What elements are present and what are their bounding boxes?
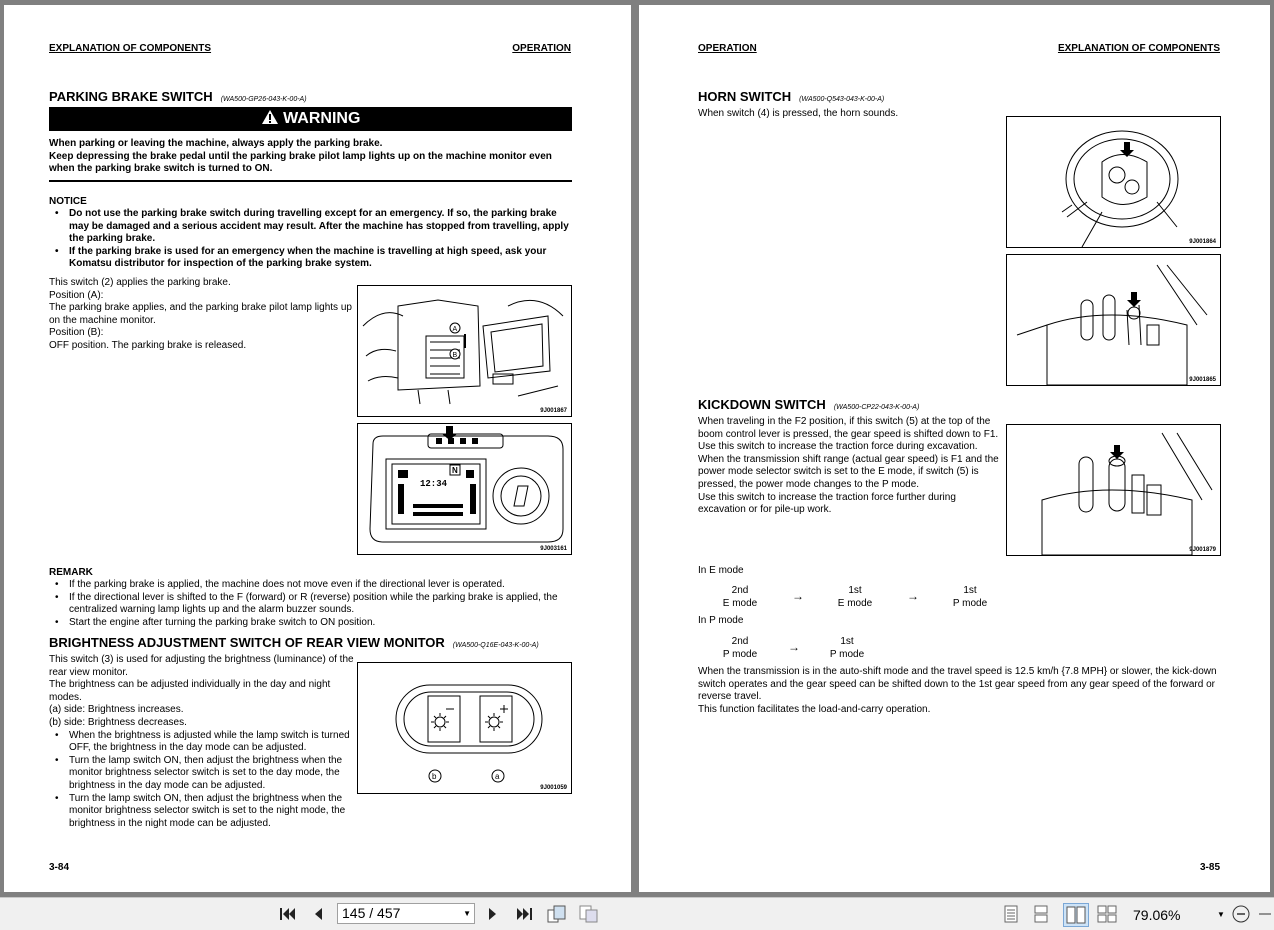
thumbnail-button[interactable] — [578, 903, 600, 925]
continuous-page-icon — [1034, 905, 1048, 923]
section-title-horn: HORN SWITCH (WA500-Q543-043-K-00-A) — [698, 89, 885, 104]
minus-circle-icon — [1232, 905, 1250, 923]
section-code: (WA500-CP22-043-K-00-A) — [833, 404, 920, 411]
page-header-right: OPERATION — [512, 43, 571, 54]
figure-code: 9J003161 — [540, 546, 567, 552]
last-page-button[interactable] — [514, 903, 534, 925]
horn-body: When switch (4) is pressed, the horn sounds. — [698, 108, 899, 119]
figure-code: 9J001865 — [1189, 377, 1216, 383]
kickdown-tail: When the transmission is in the auto-shift mode and the travel speed is 12.5 km/h {7.8 MPH} or slower, the kick-down switch operates and the gear speed can be shifted down to the 1st gear speed from any gear speed of the forward or reverse travel. This function facilitates the load-and-carry operation. — [698, 666, 1217, 715]
page-header-left: EXPLANATION OF COMPONENTS — [49, 43, 212, 54]
flow-step: 1st E mode — [837, 585, 873, 609]
figure-code: 9J001867 — [540, 408, 567, 414]
monitor-gear: N — [452, 466, 458, 475]
label-a: a — [495, 772, 500, 781]
continuous-facing-view-button[interactable] — [1097, 903, 1117, 925]
monitor-illustration — [358, 424, 573, 556]
previous-page-button[interactable] — [310, 903, 326, 925]
notice-list — [49, 208, 573, 271]
last-page-icon — [515, 906, 533, 922]
flow-arrow: → — [788, 640, 800, 654]
slider-track-icon — [1259, 905, 1271, 923]
remark-list — [49, 579, 573, 629]
zoom-out-button[interactable] — [1230, 903, 1252, 925]
page-header-right: EXPLANATION OF COMPONENTS — [1057, 43, 1220, 54]
figure-machine-monitor — [357, 423, 572, 555]
section-code: (WA500-Q543-043-K-00-A) — [799, 96, 885, 103]
remark-item: • Start the engine after turning the parking brake switch to ON position. — [49, 617, 573, 630]
chevron-down-icon[interactable]: ▼ — [463, 909, 471, 918]
flow-step: 1st P mode — [952, 585, 988, 609]
page-number: 3-84 — [49, 862, 70, 873]
first-page-button[interactable] — [278, 903, 298, 925]
flow-step: 2nd E mode — [722, 585, 758, 609]
page-export-icon — [547, 905, 567, 923]
section-code: (WA500-Q16E-043-K-00-A) — [452, 642, 539, 649]
section-title-brightness: BRIGHTNESS ADJUSTMENT SWITCH OF REAR VIEW MONITOR (WA500-Q16E-043-K-00-A) — [49, 635, 539, 650]
figure-code: 9J001879 — [1189, 547, 1216, 553]
remark-item: • If the directional lever is shifted to the F (forward) or R (reverse) position while the parking brake is applied, the centralized warning lamp lights up and the alarm buzzer sounds. — [49, 592, 573, 617]
flow-step: 2nd P mode — [722, 636, 758, 660]
notice-item: • Do not use the parking brake switch during travelling except for an emergency. If so, the parking brake may be damaged and a serious accident may result. After the machine has stopped from travelling, apply the parking brake. — [49, 208, 573, 246]
document-page-right — [639, 5, 1270, 892]
flow-step: 1st P mode — [829, 636, 865, 660]
lever-illustration — [1007, 255, 1222, 387]
figure-code: 9J001864 — [1189, 239, 1216, 245]
page-copy-icon — [579, 905, 599, 923]
monitor-time: 12:34 — [420, 479, 448, 489]
single-page-icon — [1004, 905, 1018, 923]
zoom-level: 79.06% — [1133, 907, 1181, 923]
figure-horn-wheel — [1006, 116, 1221, 248]
section-code: (WA500-GP26-043-K-00-A) — [220, 96, 307, 103]
document-page-left — [4, 5, 631, 892]
first-page-icon — [279, 906, 297, 922]
flow-arrow: → — [792, 589, 804, 603]
remark-label: REMARK — [49, 567, 93, 578]
brightness-item: • Turn the lamp switch ON, then adjust the brightness when the monitor brightness selector switch is set to the night mode, the brightness in the night mode can be adjusted. — [49, 793, 354, 831]
label-a: A — [452, 326, 458, 333]
figure-brightness-switch — [357, 662, 572, 794]
zoom-dropdown-icon[interactable]: ▼ — [1217, 909, 1225, 919]
figure-kickdown-lever — [1006, 424, 1221, 556]
next-page-button[interactable] — [485, 903, 501, 925]
two-page-icon — [1066, 906, 1086, 924]
section-title-kickdown: KICKDOWN SWITCH (WA500-CP22-043-K-00-A) — [698, 397, 920, 412]
warning-triangle-icon — [261, 109, 279, 125]
divider — [49, 180, 572, 182]
figure-parking-switch — [357, 285, 572, 417]
page-number: 3-85 — [1199, 862, 1220, 873]
notice-label: NOTICE — [49, 196, 87, 207]
single-page-view-button[interactable] — [1001, 903, 1021, 925]
next-page-icon — [487, 906, 499, 922]
rotate-button[interactable] — [546, 903, 568, 925]
two-page-continuous-icon — [1097, 905, 1117, 923]
kickdown-body: When traveling in the F2 position, if this switch (5) at the top of the boom control lever is pressed, the gear speed is shifted down to F1. Use this switch to increase the traction force during excavation. When the transmission shift range (actual gear speed) is F1 and the power mode selector switch is set to the E mode, if switch (5) is pressed, the power mode changes to the P mode. Use this switch to increase the traction force further during excavation or for pile-up work. — [698, 416, 999, 516]
brightness-item: • Turn the lamp switch ON, then adjust the brightness when the monitor brightness selector switch is set to the day mode, the brightness in the day mode can be adjusted. — [49, 755, 354, 793]
previous-page-icon — [312, 906, 324, 922]
label-b: b — [432, 772, 437, 781]
parking-switch-illustration — [358, 286, 573, 418]
page-number-field[interactable]: 145 / 457 ▼ — [337, 903, 475, 924]
page-header-left: OPERATION — [698, 43, 757, 54]
p-mode-label: In P mode — [698, 615, 744, 626]
warning-banner: WARNING — [49, 107, 572, 131]
parking-body: This switch (2) applies the parking brake. Position (A): The parking brake applies, and the parking brake pilot lamp lights up on the machine monitor. Position (B): OFF position. The parking brake is released. — [49, 277, 352, 351]
notice-item: • If the parking brake is used for an emergency when the machine is travelling at high speed, ask your Komatsu distributor for inspection of the parking brake system. — [49, 246, 573, 271]
zoom-slider[interactable] — [1258, 903, 1272, 925]
label-b: B — [452, 352, 458, 359]
figure-horn-lever — [1006, 254, 1221, 386]
facing-view-button[interactable] — [1063, 903, 1089, 927]
flow-arrow: → — [907, 589, 919, 603]
brightness-body: This switch (3) is used for adjusting the brightness (luminance) of the rear view monitor. The brightness can be adjusted individually in the day and night modes. (a) side: Brightness increases. (b) side: Brightness decreases. • When the brightness is adjusted while the lamp switch is turned OFF, the brightness in the day mode can be adjusted. • Turn the lamp switch ON, then adjust the brightness when the monitor brightness selector switch is set to the day mode, the brightness in the day mode can be adjusted. • Turn the lamp switch ON, then adjust the brightness when the monitor brightness selector switch is set to the night mode, the brightness in the night mode can be adjusted. — [49, 654, 354, 830]
figure-code: 9J001059 — [540, 785, 567, 791]
warning-text: When parking or leaving the machine, always apply the parking brake. Keep depressing the brake pedal until the parking brake pilot lamp lights up on the machine monitor even when the parking brake switch is turned to ON. — [49, 138, 552, 175]
section-title-parking-brake: PARKING BRAKE SWITCH (WA500-GP26-043-K-00-A) — [49, 89, 307, 104]
kickdown-lever-illustration — [1007, 425, 1222, 557]
remark-item: • If the parking brake is applied, the machine does not move even if the directional lever is operated. — [49, 579, 573, 592]
steering-wheel-illustration — [1007, 117, 1222, 249]
continuous-view-button[interactable] — [1031, 903, 1051, 925]
e-mode-label: In E mode — [698, 565, 744, 576]
brightness-switch-illustration — [358, 663, 573, 795]
brightness-item: • When the brightness is adjusted while the lamp switch is turned OFF, the brightness in the day mode can be adjusted. — [49, 730, 354, 755]
viewer-toolbar — [0, 897, 1274, 930]
